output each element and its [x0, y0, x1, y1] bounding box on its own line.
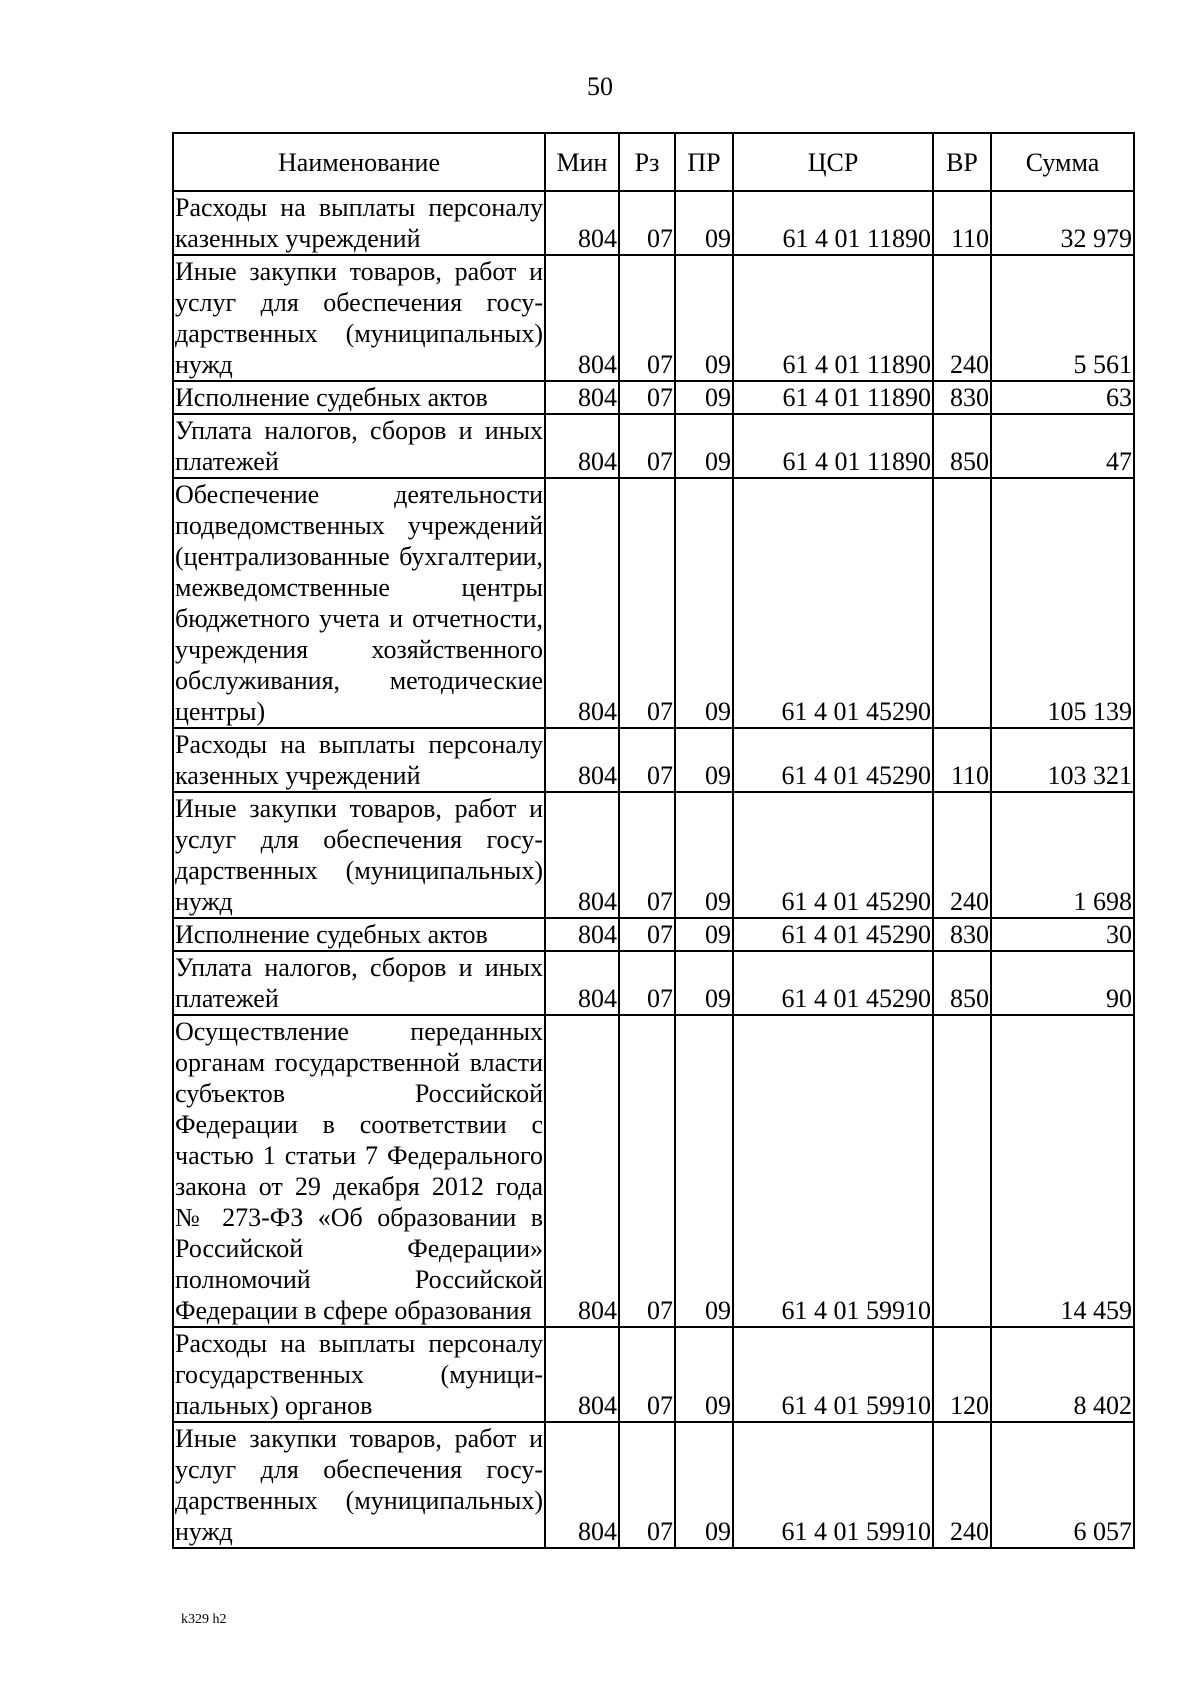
cell-pr: 09 [675, 191, 733, 255]
cell-pr: 09 [675, 1327, 733, 1422]
cell-min: 804 [545, 951, 619, 1015]
cell-pr: 09 [675, 918, 733, 951]
cell-pr: 09 [675, 381, 733, 414]
header-sum: Сумма [991, 133, 1134, 191]
table-row [173, 478, 1134, 728]
cell-vr: 110 [933, 728, 991, 792]
cell-csr: 61 4 01 59910 [733, 1015, 933, 1327]
cell-min: 804 [545, 478, 619, 728]
footer-code: k329 h2 [181, 1612, 227, 1627]
cell-name: Расходы на выплаты персоналу казенных учреждений [175, 193, 543, 253]
cell-vr: 110 [933, 191, 991, 255]
cell-rz: 07 [619, 414, 675, 478]
header-csr: ЦСР [733, 133, 933, 191]
cell-csr: 61 4 01 45290 [733, 728, 933, 792]
cell-name: Уплата налогов, сборов и иных платежей [175, 953, 543, 1013]
cell-pr: 09 [675, 1422, 733, 1548]
cell-vr [933, 1015, 991, 1327]
cell-min: 804 [545, 255, 619, 381]
cell-rz: 07 [619, 728, 675, 792]
cell-name: Иные закупки товаров, работ и услуг для обеспечения государственных (муниципальных) нужд [175, 1424, 543, 1546]
cell-vr: 240 [933, 255, 991, 381]
cell-min: 804 [545, 792, 619, 918]
cell-vr: 240 [933, 792, 991, 918]
table-row [173, 1422, 1134, 1548]
header-name: Наименование [173, 133, 545, 191]
cell-pr: 09 [675, 478, 733, 728]
cell-sum: 1 698 [991, 792, 1134, 918]
cell-rz: 07 [619, 478, 675, 728]
page-number: 50 [587, 72, 613, 101]
cell-sum: 105 139 [991, 478, 1134, 728]
table-row [173, 255, 1134, 381]
cell-sum: 63 [991, 381, 1134, 414]
header-rz: Рз [619, 133, 675, 191]
cell-rz: 07 [619, 381, 675, 414]
table-row [173, 918, 1134, 951]
cell-min: 804 [545, 1422, 619, 1548]
table-row [173, 728, 1134, 792]
cell-min: 804 [545, 1015, 619, 1327]
cell-csr: 61 4 01 45290 [733, 918, 933, 951]
cell-csr: 61 4 01 11890 [733, 255, 933, 381]
cell-name: Иные закупки товаров, работ и услуг для обеспечения государственных (муниципальных) нужд [175, 794, 543, 916]
cell-pr: 09 [675, 951, 733, 1015]
table-row [173, 951, 1134, 1015]
cell-sum: 32 979 [991, 191, 1134, 255]
table-row [173, 191, 1134, 255]
cell-rz: 07 [619, 792, 675, 918]
cell-sum: 47 [991, 414, 1134, 478]
cell-name: Обеспечение деятельности подведомственных учреждений (централизованные бухгалтерии, межведомственные центры бюджетного учета и отчетности, учреждения хозяйственного обслуживания, методические центры) [175, 480, 543, 726]
cell-sum: 90 [991, 951, 1134, 1015]
cell-name: Расходы на выплаты персоналу государственных (муниципальных) органов [175, 1329, 543, 1420]
cell-vr: 850 [933, 414, 991, 478]
table-row [173, 1015, 1134, 1327]
cell-pr: 09 [675, 255, 733, 381]
cell-vr: 240 [933, 1422, 991, 1548]
cell-sum: 8 402 [991, 1327, 1134, 1422]
cell-csr: 61 4 01 45290 [733, 478, 933, 728]
cell-rz: 07 [619, 255, 675, 381]
cell-min: 804 [545, 728, 619, 792]
cell-rz: 07 [619, 918, 675, 951]
cell-pr: 09 [675, 792, 733, 918]
cell-csr: 61 4 01 11890 [733, 191, 933, 255]
cell-pr: 09 [675, 728, 733, 792]
cell-csr: 61 4 01 45290 [733, 792, 933, 918]
cell-vr [933, 478, 991, 728]
cell-vr: 120 [933, 1327, 991, 1422]
table-row [173, 414, 1134, 478]
cell-csr: 61 4 01 11890 [733, 381, 933, 414]
cell-name: Иные закупки товаров, работ и услуг для обеспечения государственных (муниципальных) нужд [175, 257, 543, 379]
cell-vr: 830 [933, 381, 991, 414]
table-row [173, 1327, 1134, 1422]
table-row [173, 381, 1134, 414]
cell-name: Расходы на выплаты персоналу казенных учреждений [175, 730, 543, 790]
table-row [173, 792, 1134, 918]
cell-csr: 61 4 01 59910 [733, 1422, 933, 1548]
cell-rz: 07 [619, 1422, 675, 1548]
header-pr: ПР [675, 133, 733, 191]
cell-rz: 07 [619, 1015, 675, 1327]
cell-vr: 830 [933, 918, 991, 951]
cell-csr: 61 4 01 45290 [733, 951, 933, 1015]
cell-csr: 61 4 01 59910 [733, 1327, 933, 1422]
budget-table [172, 132, 1135, 1549]
cell-min: 804 [545, 918, 619, 951]
cell-csr: 61 4 01 11890 [733, 414, 933, 478]
cell-name: Исполнение судебных актов [173, 381, 545, 414]
cell-name: Уплата налогов, сборов и иных платежей [175, 416, 543, 476]
cell-pr: 09 [675, 1015, 733, 1327]
cell-name: Осуществление переданных органам государственной власти субъектов Российской Федерации в соответствии с частью 1 статьи 7 Федерального закона от 29 декабря 2012 года № 273-ФЗ «Об образовании в Российской Федерации» полномочий Российской Федерации в сфере образования [175, 1017, 543, 1325]
cell-min: 804 [545, 381, 619, 414]
cell-rz: 07 [619, 1327, 675, 1422]
cell-sum: 6 057 [991, 1422, 1134, 1548]
cell-pr: 09 [675, 414, 733, 478]
cell-sum: 14 459 [991, 1015, 1134, 1327]
cell-min: 804 [545, 1327, 619, 1422]
cell-sum: 30 [991, 918, 1134, 951]
cell-name: Исполнение судебных актов [173, 918, 545, 951]
cell-min: 804 [545, 414, 619, 478]
header-vr: ВР [933, 133, 991, 191]
cell-min: 804 [545, 191, 619, 255]
table-header-row [173, 133, 1134, 191]
cell-rz: 07 [619, 951, 675, 1015]
cell-sum: 103 321 [991, 728, 1134, 792]
cell-vr: 850 [933, 951, 991, 1015]
header-min: Мин [545, 133, 619, 191]
cell-sum: 5 561 [991, 255, 1134, 381]
cell-rz: 07 [619, 191, 675, 255]
